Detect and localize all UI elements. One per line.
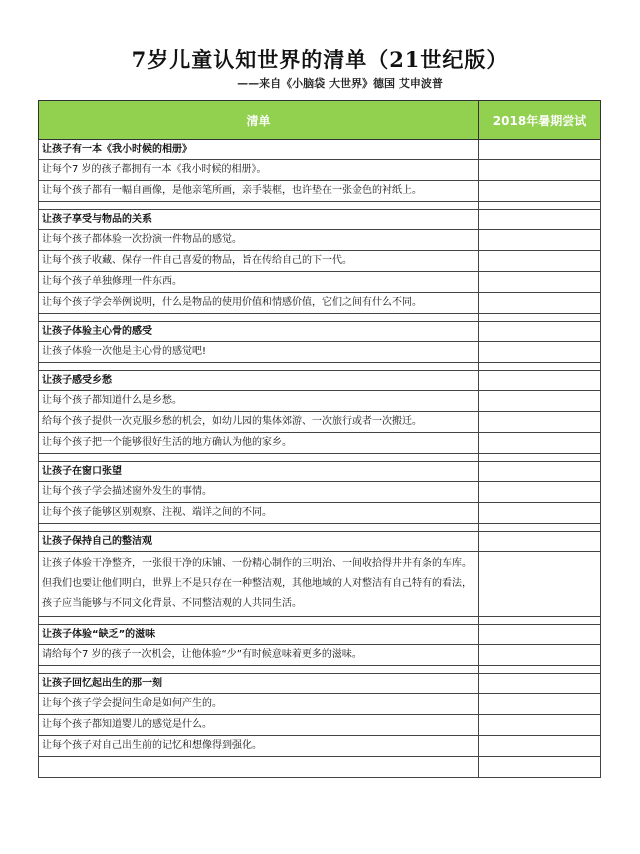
table-row: [39, 715, 601, 736]
check-cell[interactable]: [479, 694, 601, 715]
table-row: [39, 503, 601, 524]
spacer-cell: [479, 202, 601, 210]
empty-cell: [39, 757, 479, 778]
check-cell[interactable]: [479, 322, 601, 342]
item-text: 让每个孩子都知道婴儿的感觉是什么。: [39, 715, 479, 736]
table-row: [39, 694, 601, 715]
spacer-cell: [39, 666, 479, 674]
table-row: [39, 391, 601, 412]
spacer-row: [39, 454, 601, 462]
spacer-cell: [479, 524, 601, 532]
check-cell[interactable]: [479, 645, 601, 666]
check-cell[interactable]: [479, 391, 601, 412]
table-row: [39, 251, 601, 272]
page-subtitle: ——来自《小脑袋 大世界》德国 艾申波普: [237, 77, 443, 90]
check-cell[interactable]: [479, 412, 601, 433]
check-cell[interactable]: [479, 251, 601, 272]
spacer-cell: [39, 454, 479, 462]
section-heading: 让孩子体验“缺乏”的滋味: [39, 625, 479, 645]
section-heading-row: [39, 674, 601, 694]
check-cell[interactable]: [479, 342, 601, 363]
table-row: [39, 160, 601, 181]
item-text: 让每个孩子学会提问生命是如何产生的。: [39, 694, 479, 715]
check-cell[interactable]: [479, 482, 601, 503]
spacer-cell: [39, 202, 479, 210]
section-heading: 让孩子享受与物品的关系: [39, 210, 479, 230]
spacer-row: [39, 666, 601, 674]
section-heading: 让孩子有一本《我小时候的相册》: [39, 140, 479, 160]
spacer-row: [39, 202, 601, 210]
spacer-cell: [479, 363, 601, 371]
spacer-cell: [39, 363, 479, 371]
spacer-cell: [479, 454, 601, 462]
check-cell[interactable]: [479, 160, 601, 181]
section-heading-row: [39, 625, 601, 645]
table-row: [39, 757, 601, 778]
section-heading-row: [39, 322, 601, 342]
check-cell[interactable]: [479, 140, 601, 160]
table-row: [39, 412, 601, 433]
item-text: 让孩子体验一次他是主心骨的感觉吧!: [39, 342, 479, 363]
table-row: [39, 293, 601, 314]
spacer-cell: [479, 666, 601, 674]
item-text: 让每个7 岁的孩子都拥有一本《我小时候的相册》。: [39, 160, 479, 181]
item-text: 让孩子体验干净整齐，一张很干净的床铺、一份精心制作的三明治、一间收拾得井井有条的车库。但我们也要让他们明白，世界上不是只存在一种整洁观，其他地域的人对整洁有自己特有的看法，孩子应当能够与不同文化背景、不同整洁观的人共同生活。: [39, 552, 479, 617]
section-heading: 让孩子在窗口张望: [39, 462, 479, 482]
table-row: [39, 645, 601, 666]
section-heading-row: [39, 371, 601, 391]
item-text: 让每个孩子能够区别观察、注视、端详之间的不同。: [39, 503, 479, 524]
page-title: 7岁儿童认知世界的清单（21世纪版）: [131, 47, 509, 72]
item-text: 让每个孩子都有一幅自画像，是他亲笔所画，亲手装框，也许垫在一张金色的衬纸上。: [39, 181, 479, 202]
section-heading-row: [39, 462, 601, 482]
table-row: [39, 342, 601, 363]
section-heading: 让孩子保持自己的整洁观: [39, 532, 479, 552]
item-text: 让每个孩子对自己出生前的记忆和想像得到强化。: [39, 736, 479, 757]
item-text: 让每个孩子单独修理一件东西。: [39, 272, 479, 293]
check-cell[interactable]: [479, 433, 601, 454]
table-row: [39, 230, 601, 251]
spacer-row: [39, 524, 601, 532]
table-row: [39, 433, 601, 454]
spacer-cell: [479, 314, 601, 322]
check-cell[interactable]: [479, 674, 601, 694]
check-cell[interactable]: [479, 371, 601, 391]
item-text: 给每个孩子提供一次克服乡愁的机会，如幼儿园的集体郊游、一次旅行或者一次搬迁。: [39, 412, 479, 433]
section-heading-row: [39, 210, 601, 230]
check-cell[interactable]: [479, 462, 601, 482]
section-heading: 让孩子体验主心骨的感受: [39, 322, 479, 342]
spacer-cell: [39, 314, 479, 322]
section-heading: 让孩子感受乡愁: [39, 371, 479, 391]
table-row: [39, 736, 601, 757]
checklist-table: [38, 100, 601, 778]
item-text: 让每个孩子收藏、保存一件自己喜爱的物品，旨在传给自己的下一代。: [39, 251, 479, 272]
check-cell[interactable]: [479, 503, 601, 524]
check-cell[interactable]: [479, 532, 601, 552]
spacer-row: [39, 617, 601, 625]
check-cell[interactable]: [479, 230, 601, 251]
spacer-cell: [39, 617, 479, 625]
spacer-cell: [479, 617, 601, 625]
item-text: 让每个孩子把一个能够很好生活的地方确认为他的家乡。: [39, 433, 479, 454]
check-cell[interactable]: [479, 210, 601, 230]
item-text: 让每个孩子都知道什么是乡愁。: [39, 391, 479, 412]
item-text: 让每个孩子都体验一次扮演一件物品的感觉。: [39, 230, 479, 251]
spacer-row: [39, 363, 601, 371]
item-text: 请给每个7 岁的孩子一次机会，让他体验“少”有时候意味着更多的滋味。: [39, 645, 479, 666]
table-row: [39, 482, 601, 503]
section-heading-row: [39, 532, 601, 552]
check-cell[interactable]: [479, 757, 601, 778]
check-cell[interactable]: [479, 272, 601, 293]
spacer-cell: [39, 524, 479, 532]
check-cell[interactable]: [479, 552, 601, 617]
check-cell[interactable]: [479, 181, 601, 202]
table-row: [39, 181, 601, 202]
section-heading-row: [39, 140, 601, 160]
spacer-row: [39, 314, 601, 322]
check-cell[interactable]: [479, 736, 601, 757]
check-cell[interactable]: [479, 293, 601, 314]
table-row: [39, 552, 601, 617]
table-header-row: [39, 101, 601, 140]
check-cell[interactable]: [479, 715, 601, 736]
table-row: [39, 272, 601, 293]
item-text: 让每个孩子学会描述窗外发生的事情。: [39, 482, 479, 503]
column-header-summer-2018: 2018年暑期尝试: [479, 101, 601, 140]
section-heading: 让孩子回忆起出生的那一刻: [39, 674, 479, 694]
column-header-checklist: 清单: [39, 101, 479, 140]
item-text: 让每个孩子学会举例说明，什么是物品的使用价值和情感价值，它们之间有什么不同。: [39, 293, 479, 314]
check-cell[interactable]: [479, 625, 601, 645]
